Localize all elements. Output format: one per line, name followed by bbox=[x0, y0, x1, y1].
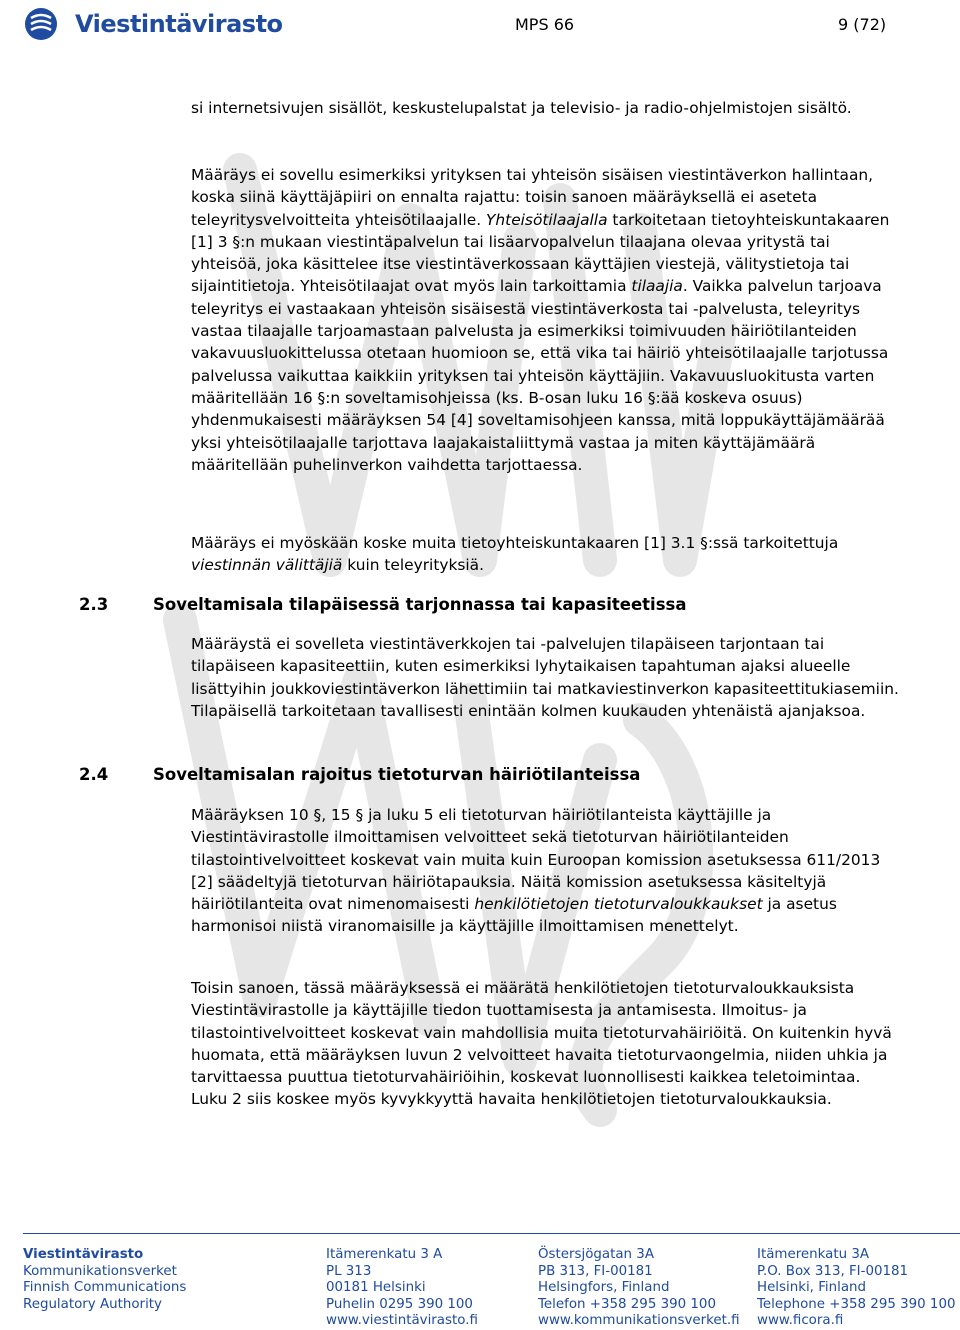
paragraph-4: Määräystä ei sovelleta viestintäverkkojen tai -palvelujen tilapäiseen tarjontaan tai tilapäiseen kapasiteettiin, kuten esimerkiksi lyhytaikaisen tapahtuman ajaksi alueelle lisättyihin joukkoviestintäverkon lähettimiin tai matkaviestinverkon kapasiteettitukiasemiin. Tilapäisellä tarkoitetaan tavallisesti enintään kolmen kuukauden yhtenäistä ajanjaksoa. bbox=[191, 635, 899, 720]
agency-logo bbox=[23, 6, 283, 42]
term-tilaaja: tilaajia bbox=[631, 277, 683, 296]
term-henkilotietojen-tietoturvaloukkaukset: henkilötietojen tietoturvaloukkaukset bbox=[474, 895, 763, 914]
section-heading-2-3: 2.3 Soveltamisala tilapäisessä tarjonnassa tai kapasiteetissa bbox=[79, 595, 687, 614]
footer-link-sv[interactable]: www.kommunikationsverket.fi bbox=[538, 1313, 740, 1329]
footer-column-finnish: Itämerenkatu 3 A PL 313 00181 Helsinki Puhelin 0295 390 100 www.viestintävirasto.fi bbox=[326, 1247, 478, 1329]
term-viestinnan-valittaja: viestinnän välittäjiä bbox=[191, 556, 343, 575]
footer-link-fi[interactable]: www.viestintävirasto.fi bbox=[326, 1313, 478, 1329]
footer-column-agency: Viestintävirasto Kommunikationsverket Finnish Communications Regulatory Authority bbox=[23, 1247, 187, 1312]
section-heading-2-4: 2.4 Soveltamisalan rajoitus tietoturvan häiriötilanteissa bbox=[79, 765, 641, 784]
page-number: 9 (72) bbox=[838, 15, 887, 34]
logo-emblem-icon bbox=[23, 6, 67, 42]
paragraph-2: Määräys ei sovellu esimerkiksi yrityksen tai yhteisön sisäisen viestintäverkon hallintaan, koska siinä käyttäjäpiiri on ennalta rajattu: toisin sanoen määräyksellä ei aseteta teleyritysvelvoitteita yhteisötilaajalle. Yhteisötilaajalla tarkoitetaan tietoyhteiskuntakaaren [1] 3 §:n mukaan viestintäpalvelun tai lisäarvopalvelun tilaajana olevaa yritystä tai yhteisöä, joka käsittelee itse viestintäverkossaan käyttäjien viestejä, välitystietoja tai sijaintitietoja. Yhteisötilaajat ovat myös lain tarkoittamia tilaajia. Vaikka palvelun tarjoava teleyritys ei vastaakaan yhteisön sisäisestä viestintäverkosta tai -palvelusta, teleyritys vastaa tilaajalle tarjoamastaan palvelusta ja esimerkiksi toimivuuden häiriötilanteiden vakavuusluokittelussa otetaan huomioon se, että vika tai häiriö yhteisötilaajalle tarjotussa palvelussa vaikuttaa kaikkiin yrityksen tai yhteisön käyttäjiin. Vakavuusluokitusta varten määritellään 16 §:n soveltamisohjeissa (ks. B-osan luku 16 §:ää koskeva osuus) yhdenmukaisesti määräyksen 54 [4] soveltamisohjeen kanssa, mitä loppukäyttäjämäärää yksi yhteisötilaajalle tarjottava laajakaistaliittymä vastaa ja miten käyttäjämäärä määritellään puhelinverkon vaihdetta tarjottaessa. bbox=[191, 166, 890, 474]
paragraph-5: Määräyksen 10 §, 15 § ja luku 5 eli tietoturvan häiriötilanteista käyttäjille ja Viestintävirastolle ilmoittamisen velvoitteet sekä tietoturvan häiriötilanteiden tilastointivelvoitteet koskevat vain muita kuin Euroopan komission asetuksessa 611/2013 [2] säädeltyjä tietoturvan häiriötapauksia. Näitä komission asetuksessa käsiteltyjä häiriötilanteita ovat nimenomaisesti henkilötietojen tietoturvaloukkaukset ja asetus harmonisoi niistä viranomaisille ja käyttäjille ilmoittamisen menettelyt. bbox=[191, 806, 881, 936]
footer-column-swedish: Östersjögatan 3A PB 313, FI-00181 Helsingfors, Finland Telefon +358 295 390 100 www.kommunikationsverket.fi bbox=[538, 1247, 740, 1329]
footer-divider bbox=[23, 1233, 960, 1234]
paragraph-3: Määräys ei myöskään koske muita tietoyhteiskuntakaaren [1] 3.1 §:ssä tarkoitettuja viestinnän välittäjiä kuin teleyrityksiä. bbox=[191, 534, 839, 575]
footer-column-english: Itämerenkatu 3A P.O. Box 313, FI-00181 Helsinki, Finland Telephone +358 295 390 100 www.ficora.fi bbox=[757, 1247, 956, 1329]
document-id: MPS 66 bbox=[515, 15, 575, 34]
logo-text: Viestintävirasto bbox=[75, 10, 283, 38]
page-header bbox=[0, 0, 960, 50]
paragraph-1: si internetsivujen sisällöt, keskustelupalstat ja televisio- ja radio-ohjelmistojen sisältö. bbox=[191, 99, 852, 117]
footer-link-en[interactable]: www.ficora.fi bbox=[757, 1313, 844, 1329]
paragraph-6: Toisin sanoen, tässä määräyksessä ei määrätä henkilötietojen tietoturvaloukkauksista Viestintävirastolle ja käyttäjille tiedon tuottamisesta ja antamisesta. Ilmoitus- ja tilastointivelvoitteet koskevat vain mahdollisia muita tietoturvahäiriöitä. On kuitenkin hyvä huomata, että määräyksen luvun 2 velvoitteet havaita tietoturvaongelmia, niiden uhkia ja tarvittaessa puuttua tietoturvahäiriöihin, koskevat luonnollisesti kaikkea teletoimintaa. Luku 2 siis koskee myös kyvykkyyttä havaita henkilötietojen tietoturvaloukkauksia. bbox=[191, 979, 892, 1109]
term-yhteisotilaaja: Yhteisötilaajalla bbox=[486, 210, 608, 229]
